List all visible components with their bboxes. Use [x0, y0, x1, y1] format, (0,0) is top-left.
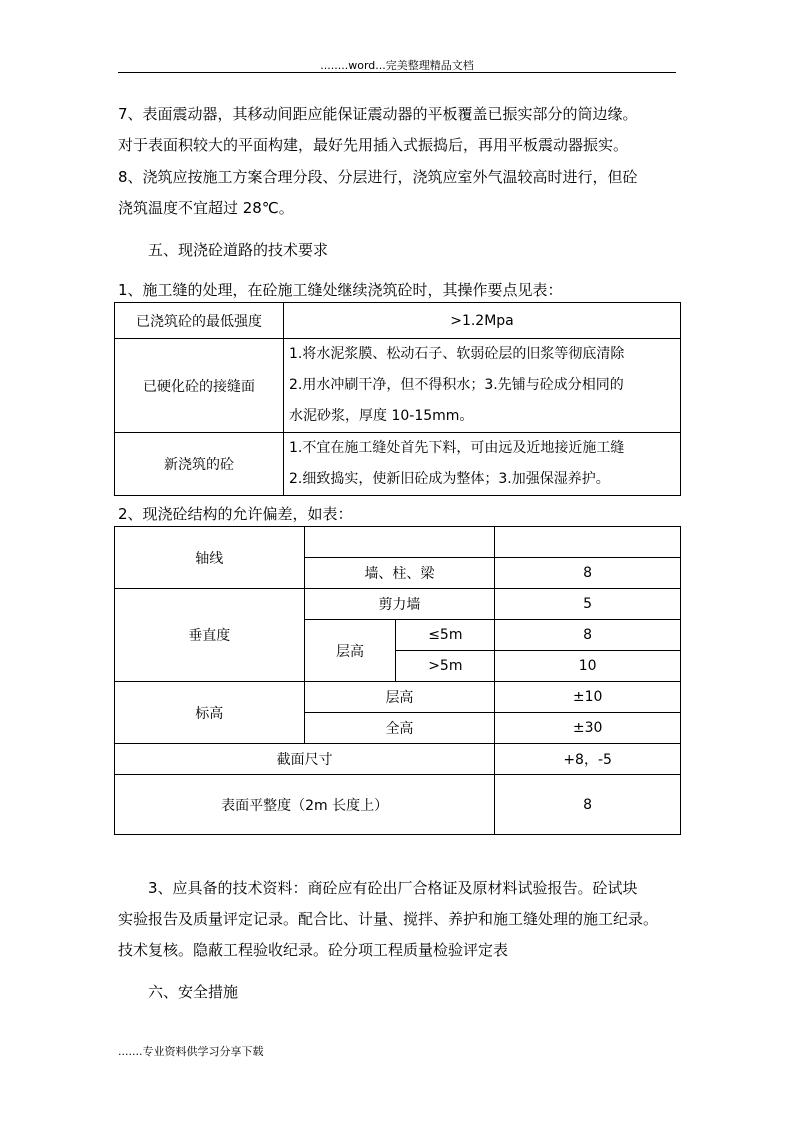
table-cell: >5m [396, 651, 495, 682]
table-cell: 表面平整度（2m 长度上） [115, 775, 495, 835]
cell-line: 水泥砂浆，厚度 10-15mm。 [289, 408, 474, 424]
table-cell: 层高 [304, 682, 495, 713]
table-cell: 8 [495, 775, 681, 835]
item-2: 2、现浇砼结构的允许偏差，如表： [118, 505, 353, 523]
item-1: 1、施工缝的处理，在砼施工缝处继续浇筑砼时，其操作要点见表： [118, 281, 563, 299]
table-cell: 全高 [304, 713, 495, 744]
cell-line: 1.不宜在施工缝处首先下料，可由远及近地接近施工缝 [289, 440, 625, 456]
table-cell: 轴线 [115, 527, 305, 589]
item-3: 3、应具备的技术资料：商砼应有砼出厂合格证及原材料试验报告。砼试块 [148, 879, 638, 897]
table-cell: 新浇筑的砼 [115, 433, 284, 496]
paragraph-7-cont: 对于表面积较大的平面构建，最好先用插入式振捣后，再用平板震动器振实。 [118, 136, 629, 154]
table-cell: 5 [495, 589, 681, 620]
table-row [115, 433, 681, 496]
table-cell: 8 [495, 620, 681, 651]
table-cell: ±10 [495, 682, 681, 713]
paragraph-7: 7、表面震动器，其移动间距应能保证震动器的平板覆盖已振实部分的筒边缘。 [118, 105, 638, 123]
construction-joint-table [114, 302, 681, 496]
table-row [115, 527, 681, 558]
table-cell: 8 [495, 558, 681, 589]
table-row [115, 339, 681, 433]
paragraph-8: 8、浇筑应按施工方案合理分段、分层进行，浇筑应室外气温较高时进行，但砼 [118, 168, 638, 186]
table-cell: 已硬化砼的接缝面 [115, 339, 284, 433]
page-header: ........word...完美整理精品文档 [320, 59, 474, 72]
item-3-cont: 技术复核。隐蔽工程验收纪录。砼分项工程质量检验评定表 [118, 941, 509, 959]
table-cell [495, 527, 681, 558]
table-cell: 墙、柱、梁 [304, 558, 495, 589]
paragraph-8-cont: 浇筑温度不宜超过 28℃。 [118, 199, 294, 217]
table-cell: ±30 [495, 713, 681, 744]
table-cell: +8，-5 [495, 744, 681, 775]
table-cell [304, 527, 495, 558]
table-row [115, 303, 681, 339]
table-row [115, 775, 681, 835]
table-cell: 截面尺寸 [115, 744, 495, 775]
header-rule [118, 72, 676, 73]
table-cell: 已浇筑砼的最低强度 [115, 303, 284, 339]
table-cell [284, 339, 681, 433]
section-heading-5: 五、现浇砼道路的技术要求 [148, 241, 329, 259]
table-row [115, 744, 681, 775]
table-cell: 标高 [115, 682, 305, 744]
table-cell: ≤5m [396, 620, 495, 651]
section-heading-6: 六、安全措施 [148, 983, 239, 1001]
cell-line: 2.用水冲刷干净，但不得积水；3.先铺与砼成分相同的 [289, 377, 624, 393]
table-row [115, 589, 681, 620]
allowable-deviation-table [114, 526, 681, 835]
table-row [115, 682, 681, 713]
cell-line: 2.细致捣实，使新旧砼成为整体；3.加强保湿养护。 [289, 471, 610, 487]
table-cell: 层高 [304, 620, 396, 682]
table-cell: 垂直度 [115, 589, 305, 682]
item-3-cont: 实验报告及质量评定记录。配合比、计量、搅拌、养护和施工缝处理的施工纪录。 [118, 910, 659, 928]
table-cell: 10 [495, 651, 681, 682]
page-footer: .......专业资料供学习分享下载 [118, 1045, 264, 1058]
cell-line: 1.将水泥浆膜、松动石子、软弱砼层的旧浆等彻底清除 [289, 346, 625, 362]
table-cell: 剪力墙 [304, 589, 495, 620]
table-cell: >1.2Mpa [284, 303, 681, 339]
table-cell [284, 433, 681, 496]
